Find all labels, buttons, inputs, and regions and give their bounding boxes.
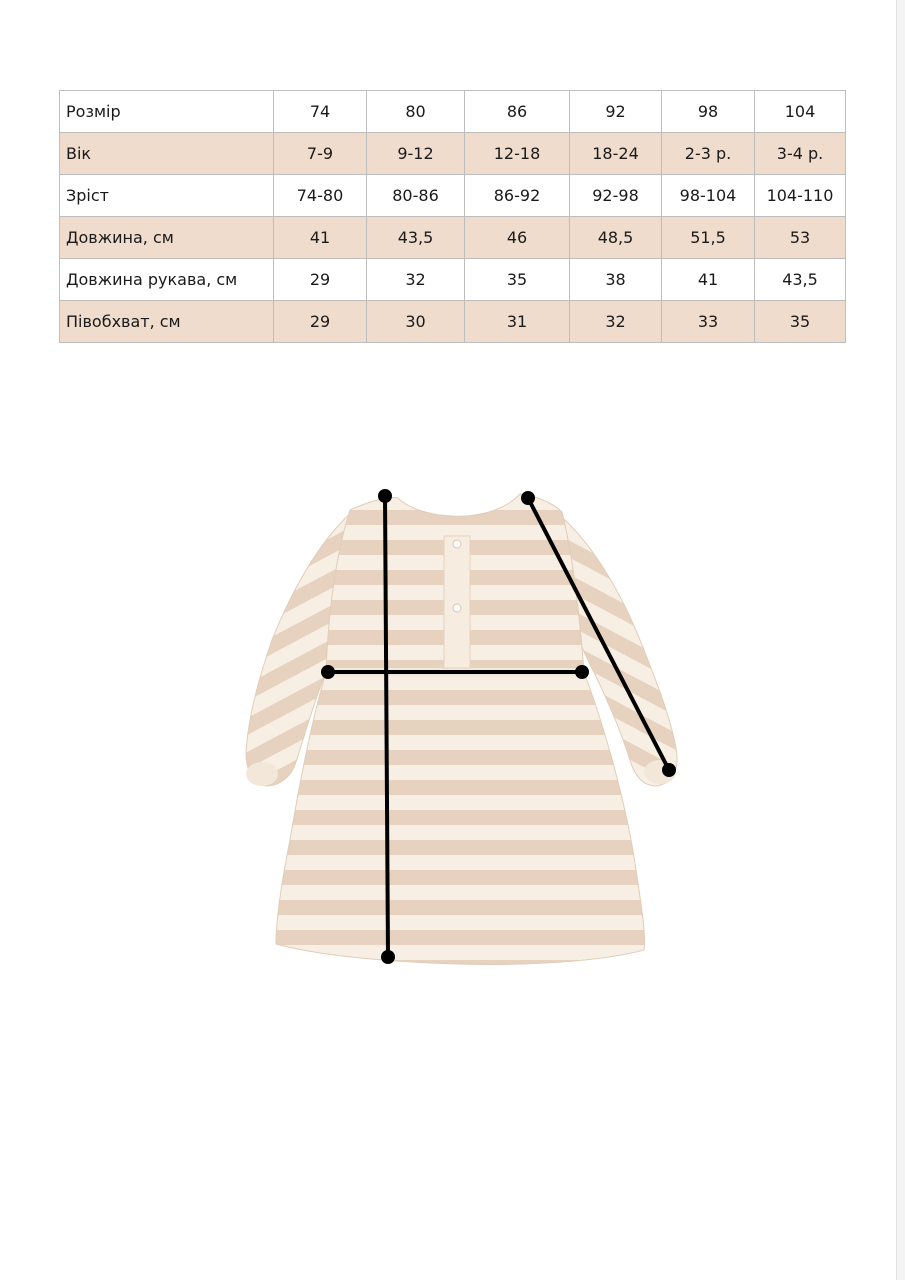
cell: 35 [465,259,570,301]
cell: 3-4 р. [755,133,846,175]
cell: 104 [755,91,846,133]
cell: 18-24 [570,133,662,175]
cell: 104-110 [755,175,846,217]
cell: 86-92 [465,175,570,217]
back-placket [444,536,470,668]
measure-point [378,489,392,503]
cell: 53 [755,217,846,259]
measure-point [321,665,335,679]
row-label-length: Довжина, см [60,217,274,259]
cell: 74-80 [274,175,367,217]
cell: 86 [465,91,570,133]
cell: 2-3 р. [662,133,755,175]
cell: 46 [465,217,570,259]
measure-point [662,763,676,777]
cell: 29 [274,301,367,343]
cell: 41 [274,217,367,259]
row-label-half-girth: Півобхват, см [60,301,274,343]
measure-point [575,665,589,679]
cell: 48,5 [570,217,662,259]
measure-point [521,491,535,505]
row-label-height: Зріст [60,175,274,217]
cell: 31 [465,301,570,343]
row-length [60,217,846,259]
cell: 43,5 [367,217,465,259]
skirt [276,672,645,964]
row-size [60,91,846,133]
cell: 35 [755,301,846,343]
measure-point [381,950,395,964]
row-sleeve-length [60,259,846,301]
cell: 7-9 [274,133,367,175]
button [453,540,461,548]
cell: 51,5 [662,217,755,259]
cell: 38 [570,259,662,301]
cell: 92 [570,91,662,133]
cell: 9-12 [367,133,465,175]
cell: 80 [367,91,465,133]
cell: 12-18 [465,133,570,175]
cell: 30 [367,301,465,343]
cell: 33 [662,301,755,343]
cell: 41 [662,259,755,301]
cell: 98 [662,91,755,133]
row-label-sleeve-length: Довжина рукава, см [60,259,274,301]
cell: 32 [367,259,465,301]
row-height [60,175,846,217]
cell: 80-86 [367,175,465,217]
cell: 43,5 [755,259,846,301]
dress-image [246,494,677,964]
row-label-age: Вік [60,133,274,175]
dress-measurement-illustration [0,480,905,980]
cell: 98-104 [662,175,755,217]
size-chart-table [59,90,846,343]
left-cuff [246,762,278,786]
cell: 32 [570,301,662,343]
row-half-girth [60,301,846,343]
cell: 92-98 [570,175,662,217]
row-age [60,133,846,175]
row-label-size: Розмір [60,91,274,133]
cell: 74 [274,91,367,133]
cell: 29 [274,259,367,301]
button [453,604,461,612]
